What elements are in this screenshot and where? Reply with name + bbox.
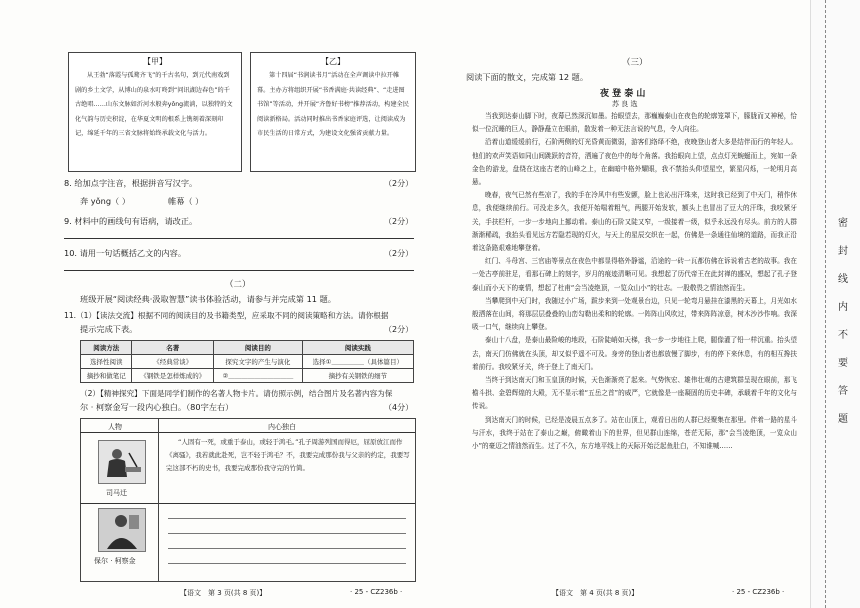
seal-char: 内 [838,302,848,313]
seal-char: 要 [838,358,848,369]
table-cell-blank[interactable]: ②＿＿＿＿＿＿＿＿＿＿ [214,369,303,383]
question-9-score: （2分） [384,217,414,226]
table-cell-blank[interactable]: 选择①＿＿＿＿＿（具体篇目） [302,355,413,369]
essay-paragraph: 泰山十八盘，是泰山最险峻的地段，石阶陡峭如天梯，我一步一步地往上爬，腿像灌了铅一样沉重。抬头望去，南天门仿佛就在头顶，却又似乎遥不可及。身旁的登山者也都放慢了脚步，有的停下来休息，有的相互搀扶着前行。我咬紧牙关，终于登上了南天门。 [472,336,797,371]
essay-title: 夜 登 泰 山 [600,89,646,99]
page-footer-left: 【语文 第 3 页(共 8 页)】 [180,589,267,597]
question-11-1-cont: 提示完成下表。 [80,324,138,334]
essay-body [472,110,797,453]
question-11-2: （2）【精神探究】下面是同学们制作的名著人物卡片。请仿照示例，结合图片及名著内容为保 [80,389,393,398]
question-9: 9. 材料中的画线句有语病，请改正。 [64,216,198,226]
answer-line-11-2[interactable] [168,533,406,534]
table-row [81,355,414,369]
section-3-title: （三） [622,58,648,68]
essay-paragraph: 红门、斗母宫、三官庙等景点在夜色中都显得格外静谧，沿途的一砖一瓦都仿佛在诉说着古老的故事。我在一处古亭前驻足，看那石碑上的刻字，岁月的痕迹清晰可见。我想起了历代帝王在此封禅的盛况，想起了孔子登泰山而小天下的豪情，想起了杜甫“会当凌绝顶，一览众山小”的壮志。一股敬畏之情油然而生。 [472,257,797,292]
sima-qian-illustration [98,440,146,484]
seal-char: 题 [838,414,848,425]
section-2-title: （二） [225,280,251,290]
card-name-sima-qian: 司马迁 [106,489,127,497]
question-8-blank-2[interactable]: 帷幕（ ） [168,196,204,206]
seal-line [825,0,826,608]
table-header: 阅读目的 [214,341,303,355]
table-header: 阅读实践 [302,341,413,355]
question-10: 10. 请用一句话概括乙文的内容。 [64,248,187,258]
answer-line-11-2[interactable] [168,548,406,549]
essay-paragraph: 当我到达泰山脚下时，夜幕已然深沉如墨。抬眼望去，那巍巍泰山在夜色的轮廓笼罩下，朦胧而又神秘，恰似一位沉睡的巨人，静静矗立在眼前，散发着一种无法言说的气息，令人向往。 [472,112,797,134]
table-cell: 探究文字的产生与演化 [214,355,303,369]
question-11-1: 11.（1）【读法交流】根据不同的阅读目的及书籍类型，应采取不同的阅读策略和方法。请你根据 [64,311,389,320]
reading-method-table [80,340,414,383]
page-footer-right: 【语文 第 4 页(共 8 页)】 [552,589,639,597]
passage-jia [68,52,242,172]
question-11-1-score: （2分） [384,325,414,334]
page-code-right: · 25 - CZ236b · [732,588,785,596]
seal-char: 答 [838,386,848,397]
seal-char: 封 [838,246,848,257]
table-cell: 《钢铁是怎样炼成的》 [132,369,214,383]
essay-paragraph: 晚春，夜气已然有些凉了，我的手在冷风中有些发颤，脸上也沁出汗珠来，这时我已经到了中天门，稍作休息，我便继续前行。可没走多久，我便开始喘着粗气，两腿开始发软，额头上也冒出了豆大的汗珠，我咬紧牙关，手扶栏杆，一步一步地向上挪动着。泰山的石阶又陡又窄，一级接着一级，似乎永远没有尽头。前方的人群渐渐稀疏，我抬头看见远方若隐若现的灯火，与天上的星辰交织在一起，仿佛是一条通往仙境的道路，而我正沿着这条路艰难地攀登着。 [472,191,797,253]
seal-char: 不 [838,330,848,341]
seal-char: 线 [838,274,848,285]
right-page [432,0,810,608]
question-8: 8. 给加点字注音，根据拼音写汉字。 [64,178,198,188]
essay-author: 苏 良 选 [612,100,638,108]
question-11-2-score: （4分） [384,403,414,412]
table-header: 阅读方法 [81,341,132,355]
table-cell: 《经典常谈》 [132,355,214,369]
passage-yi-text: 第十四届“书润读书月”活动在全声调读中拉开帷幕。主办方将组织开展“书香满庭·共读经典”、“走进图书馆”等活动，并开展“齐鲁好书榜”推荐活动，构建全民阅读新格局。活动同时推出书香家庭评选，让阅读成为市民生活的日常方式，为建设文化强省贡献力量。 [257,72,409,137]
passage-jia-text: 从王勃“落霞与孤鹜齐飞”的千古名句，到元代南戏到剧的乡土文学，从博山的泉水叮咚到“问讯湖边春色”的千古绝唱……山东文脉如沂河水般奔yǒng流淌，以独特的文化气韵与历史积淀，在华夏文明的根系上镌刻着深刻印记，绵延千年的三省文脉将始终承载文化与活力。 [75,72,233,137]
answer-line-9[interactable] [64,238,414,239]
table-cell: 摘抄和做笔记 [81,369,132,383]
essay-paragraph: 当攀爬到中天门时，我随过小广场，跋步来到一处观景台边，只见一轮弯月悬挂在漆黑的天幕上，月光如水般洒落在山间，将那层层叠叠的山峦勾勒出柔和的轮廓。一阵阵山风吹过，带来阵阵凉意，树木沙沙作响。我深吸一口气，继续向上攀登。 [472,296,797,332]
table-cell: 选择性阅读 [81,355,132,369]
pavel-illustration [98,508,146,552]
card-header-monologue: 内心独白 [268,423,296,431]
essay-paragraph: 当终于到达南天门和玉皇顶的时候，天色渐渐亮了起来。气势恢宏、雄伟壮观的古建筑群呈现在眼前，那飞檐斗拱、金碧辉煌的大殿，无不显示着“五岳之首”的威严，它就像是一座凝固的历史丰碑，承载着千年的文化与传说。 [472,376,797,411]
question-8-score: （2分） [384,179,414,188]
card-column-divider [158,418,159,581]
table-cell: 摘抄有关钢铁的细节 [302,369,413,383]
page-code-left: · 25 - CZ236b · [350,588,403,596]
answer-line-11-2[interactable] [168,518,406,519]
seal-char: 密 [838,218,848,229]
table-header: 名著 [132,341,214,355]
answer-line-11-2[interactable] [168,563,406,564]
card-divider [80,432,415,433]
passage-jia-title: 【甲】 [143,57,167,66]
question-11-2-cont: 尔 · 柯察金写一段内心独白。（80字左右） [80,402,234,412]
table-row [81,369,414,383]
passage-yi-title: 【乙】 [321,57,345,66]
card-header-person: 人物 [108,423,122,431]
card-divider [80,503,415,504]
section-3-intro: 阅读下面的散文，完成第 12 题。 [466,72,589,82]
card-name-pavel: 保尔 · 柯察金 [94,557,136,565]
section-2-intro: 班级开展“阅读经典·汲取智慧”读书体验活动，请参与并完成第 11 题。 [80,294,336,304]
question-8-blank-1[interactable]: 奔 yǒng（ ） [80,196,131,206]
essay-paragraph: 沿着山道缓缓前行，石阶两侧的灯光昏黄而微弱，游客们络绎不绝，夜晚登山者大多是结伴而行的年轻人。他们的欢声笑语如同山间跳跃的音符，洒遍了夜色中的每个角落。我抬眼向上望，点点灯光蜿蜒而上，宛如一条金色的游龙，盘绕在这座古老的山峰之上，在幽暗中格外耀眼，我不禁抬头仰望星空，繁星闪烁，一轮明月高悬。 [472,138,797,187]
card-monologue-sima-qian: “人固有一死，或重于泰山，或轻于鸿毛。”孔子周游列国而得厄，屈原放江而作《离骚》，我若就此赴死，岂不轻于鸿毛？不，我要完成那份我与父亲的约定，我要写完这部不朽的史书，我要完成那份我守完的竹简。 [166,438,410,472]
answer-line-10[interactable] [64,270,414,271]
essay-paragraph: 到达南天门的时候，已经是凌晨五点多了。站在山顶上，观看日出的人群已经聚集在那里。伴着一路的星斗与汗水，我终于站在了泰山之巅，俯瞰着山下的世界，但见群山连绵，苍茫无际，那“会当凌绝顶，一览众山小”的豪迈之情油然而生。过了不久，东方地平线上的天际开始泛起鱼肚白，不知谁喊…… [472,415,797,451]
seal-line-sidebar [810,0,860,608]
passage-yi [250,52,416,172]
question-10-score: （2分） [384,249,414,258]
seal-line-text [835,210,851,434]
